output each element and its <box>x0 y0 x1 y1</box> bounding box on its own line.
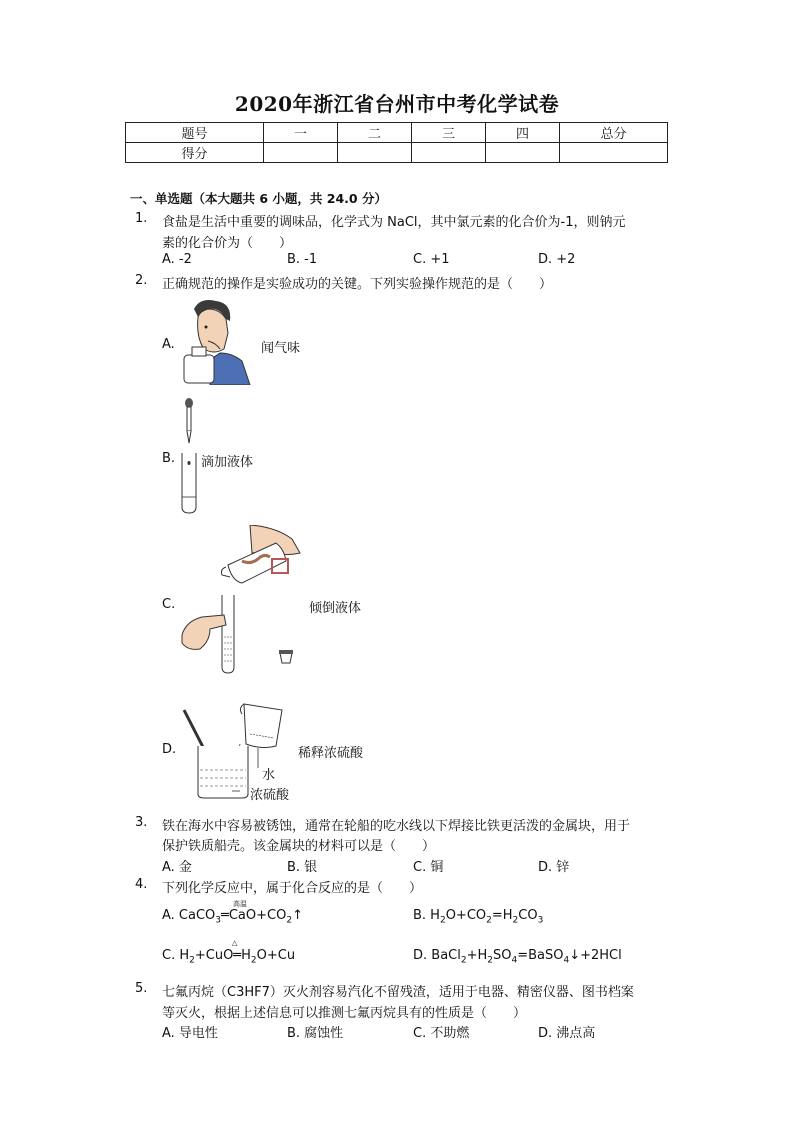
option-b-label: 滴加液体 <box>201 455 254 470</box>
water-label: 水 <box>262 768 276 783</box>
option-a[interactable]: A. $CaCO_3═CaO+CO_2↑$ <box>162 908 303 926</box>
page-title: 2020年浙江省台州市中考化学试卷 <box>234 92 560 116</box>
score-table-score-row <box>126 143 668 163</box>
option-d[interactable]: D. +2 <box>538 252 576 267</box>
option-a[interactable]: A. -2 <box>162 252 192 267</box>
score-table <box>125 122 668 163</box>
option-d[interactable]: D. $BaCl_2+H_2SO_4=BaSO_4↓+2HCl$ <box>413 948 622 966</box>
score-cell[interactable] <box>264 143 338 163</box>
option-c[interactable]: C. +1 <box>413 252 450 267</box>
score-cell[interactable] <box>412 143 486 163</box>
smelling-gas-figure <box>180 297 256 385</box>
score-cell[interactable] <box>486 143 560 163</box>
score-cell[interactable] <box>560 143 668 163</box>
score-header-cell: 二 <box>338 123 412 143</box>
option-c[interactable]: C. <box>162 597 176 612</box>
score-header-cell: 总分 <box>560 123 668 143</box>
score-header-cell: 一 <box>264 123 338 143</box>
question-number: 1. <box>135 211 148 226</box>
option-b[interactable]: B. 腐蚀性 <box>287 1026 344 1041</box>
score-header-cell: 四 <box>486 123 560 143</box>
option-a-label: 闻气味 <box>261 341 301 356</box>
option-b[interactable]: B. $H_2O+CO_2=H_2CO_3$ <box>413 908 544 926</box>
question-number: 4. <box>135 877 148 892</box>
question-text: 食盐是生活中重要的调味品，化学式为 NaCl，其中氯元素的化合价为-1，则钠元 <box>162 215 626 230</box>
option-a[interactable]: A. 导电性 <box>162 1026 218 1041</box>
score-header-cell: 题号 <box>126 123 264 143</box>
reaction-condition: △ <box>232 939 238 947</box>
question-text: 等灭火，根据上述信息可以推测七氟丙烷具有的性质是（ ） <box>162 1006 527 1021</box>
question-text: 七氟丙烷（C3HF7）灭火剂容易汽化不留残渣，适用于电器、精密仪器、图书档案 <box>162 985 634 1000</box>
question-text: 铁在海水中容易被锈蚀，通常在轮船的吃水线以下焊接比铁更活泼的金属块，用于 <box>162 819 631 834</box>
question-number: 3. <box>135 815 148 830</box>
section-heading: 一、单选题（本大题共 6 小题，共 24.0 分） <box>130 191 387 206</box>
score-cell[interactable] <box>338 143 412 163</box>
question-text: 下列化学反应中，属于化合反应的是（ ） <box>162 881 423 896</box>
option-d[interactable]: D. 锌 <box>538 860 570 875</box>
score-header-cell: 三 <box>412 123 486 143</box>
reaction-condition: 高温 <box>233 900 247 908</box>
acid-label: 浓硫酸 <box>250 788 290 803</box>
question-text: 保护铁质船壳。该金属块的材料可以是（ ） <box>162 839 436 854</box>
question-text: 素的化合价为（ ） <box>162 236 293 251</box>
option-c[interactable]: C. 不助燃 <box>413 1026 470 1041</box>
question-number: 5. <box>135 981 148 996</box>
pouring-liquid-figure <box>180 525 304 675</box>
option-b[interactable]: B. 银 <box>287 860 318 875</box>
option-c-label: 倾倒液体 <box>309 601 362 616</box>
option-a[interactable]: A. <box>162 337 175 352</box>
option-c[interactable]: C. 铜 <box>413 860 444 875</box>
option-d-label: 稀释浓硫酸 <box>298 746 364 761</box>
score-row-label: 得分 <box>126 143 264 163</box>
question-text: 正确规范的操作是实验成功的关键。下列实验操作规范的是（ ） <box>162 277 553 292</box>
option-d[interactable]: D. 沸点高 <box>538 1026 596 1041</box>
option-d[interactable]: D. <box>162 742 177 757</box>
question-number: 2. <box>135 273 148 288</box>
dropper-test-tube-figure <box>178 397 200 517</box>
option-c[interactable]: C. $H_2+CuO═H_2O+Cu$ <box>162 948 296 966</box>
score-table-header-row <box>126 123 668 143</box>
option-b[interactable]: B. -1 <box>287 252 318 267</box>
option-b[interactable]: B. <box>162 451 176 466</box>
option-a[interactable]: A. 金 <box>162 860 192 875</box>
